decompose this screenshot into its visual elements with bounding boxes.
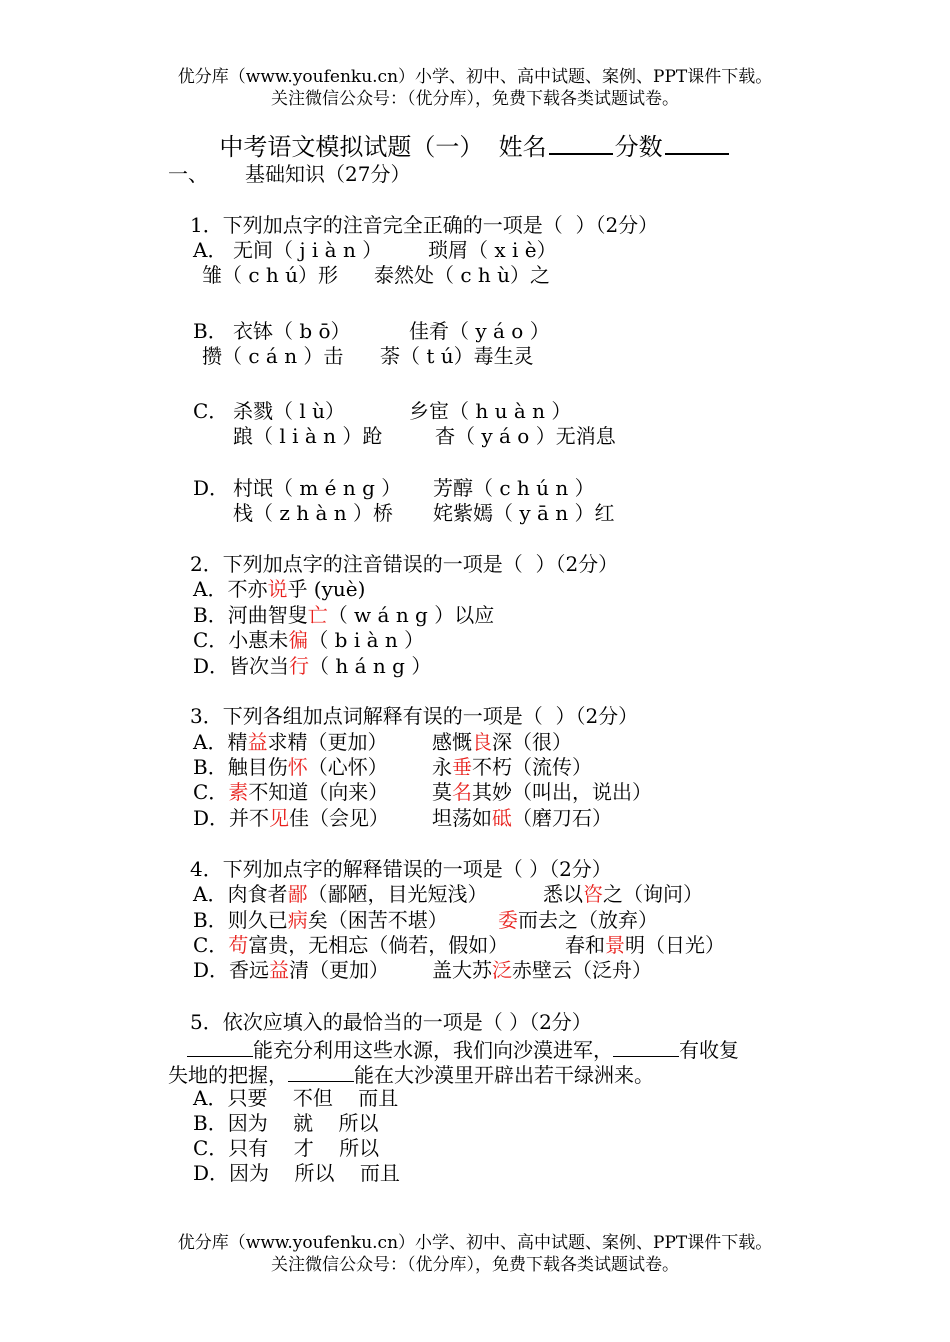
q3-option-d1: D．并不见佳（会见） [193, 806, 390, 830]
q1-d-label: D． [193, 476, 230, 500]
q5-blank-1 [187, 1036, 253, 1057]
header-line-2: 关注微信公众号：（优分库），免费下载各类试题试卷。 [271, 89, 679, 109]
q4-stem: 4．下列加点字的解释错误的一项是（ ）（2分） [190, 857, 612, 881]
q5-text-line1: 能充分利用这些水源，我们向沙漠进军， 有收复 [187, 1036, 739, 1063]
q3-option-b2: 永垂不朽（流传） [432, 755, 592, 779]
q3-option-a2: 感慨良深（很） [432, 730, 572, 754]
q3-option-c1: C．素不知道（向来） [193, 780, 389, 804]
q4-option-c2: 春和景明（日光） [565, 933, 725, 957]
q1-c-item3: 踉（ l i à n ）跄 [233, 424, 383, 448]
q5-text-line2: 失地的把握， 能在大沙漠里开辟出若干绿洲来。 [168, 1063, 654, 1087]
q3-option-b1: B．触目伤怀（心怀） [193, 755, 388, 779]
q1-d-item3: 栈（ z h à n ）桥 [233, 501, 394, 525]
header-line-1: 优分库（www.youfenku.cn）小学、初中、高中试题、案例、PPT课件下载。 [177, 67, 773, 87]
q1-b-label: B． [193, 319, 228, 343]
q5-option-a: A．只要 不但 而且 [193, 1086, 399, 1110]
name-label: 姓名 [498, 133, 547, 161]
score-blank [665, 131, 729, 155]
q4-option-b2: 委而去之（放弃） [498, 908, 658, 932]
q5-stem: 5．依次应填入的最恰当的一项是（ ）（2分） [190, 1010, 592, 1034]
q3-option-c2: 莫名其妙（叫出，说出） [432, 780, 652, 804]
name-blank [549, 131, 613, 155]
q5-option-d: D．因为 所以 而且 [193, 1161, 400, 1185]
q1-b-item3: 攒（ c á n ）击 [202, 344, 344, 368]
q5-blank-2 [613, 1036, 679, 1057]
q4-option-a1: A．肉食者鄙（鄙陋，目光短浅） [193, 882, 488, 906]
q4-option-c1: C．苟富贵，无相忘（倘若，假如） [193, 933, 509, 957]
score-label: 分数 [614, 133, 663, 161]
q1-a-item2: 琐屑（ x i è） [428, 238, 557, 262]
q1-a-label: A． [193, 238, 228, 262]
q4-option-b1: B．则久已病矣（困苦不堪） [193, 908, 448, 932]
q1-c-item4: 杳（ y á o ）无消息 [435, 424, 616, 448]
q5-option-c: C．只有 才 所以 [193, 1136, 380, 1160]
q1-d-item1: 村氓（ m é n g ） [233, 476, 402, 500]
section-number: 一、 [168, 162, 208, 186]
section-title: 基础知识（27分） [245, 162, 411, 186]
q1-c-item2: 乡宦（ h u à n ） [409, 399, 572, 423]
q3-option-a1: A．精益求精（更加） [193, 730, 388, 754]
q1-c-item1: 杀戮（ l ù） [233, 399, 345, 423]
q2-option-d: D．皆次当行（ h á n g ） [193, 654, 432, 678]
q4-option-d2: 盖大苏泛赤壁云（泛舟） [432, 958, 652, 982]
title-main: 中考语文模拟试题（一） [219, 133, 484, 161]
q5-option-b: B．因为 就 所以 [193, 1111, 379, 1135]
q1-stem: 1．下列加点字的注音完全正确的一项是（ ）（2分） [190, 213, 659, 237]
q1-a-item4: 泰然处（ c h ù）之 [374, 263, 551, 287]
q2-stem: 2．下列加点字的注音错误的一项是（ ）（2分） [190, 552, 619, 576]
q3-option-d2: 坦荡如砥（磨刀石） [432, 806, 612, 830]
q3-stem: 3．下列各组加点词解释有误的一项是（ ）（2分） [190, 704, 639, 728]
q1-d-item4: 姹紫嫣（ y ā n ）红 [433, 501, 615, 525]
q1-b-item1: 衣钵（ b ō） [233, 319, 351, 343]
q4-option-d1: D．香远益清（更加） [193, 958, 390, 982]
q1-d-item2: 芳醇（ c h ú n ） [433, 476, 595, 500]
q4-option-a2: 悉以咨之（询问） [543, 882, 703, 906]
q1-c-label: C． [193, 399, 229, 423]
q2-option-b: B．河曲智叟亡（ w á n g ）以应 [193, 603, 495, 627]
q2-option-a: A．不亦说乎 (yuè) [193, 577, 366, 601]
q1-b-item4: 荼（ t ú）毒生灵 [380, 344, 534, 368]
footer-line-1: 优分库（www.youfenku.cn）小学、初中、高中试题、案例、PPT课件下载。 [177, 1233, 773, 1253]
q2-option-c: C．小惠未徧（ b i à n ） [193, 628, 425, 652]
page-title [0, 131, 950, 163]
footer-line-2: 关注微信公众号：（优分库），免费下载各类试题试卷。 [271, 1255, 679, 1275]
q5-blank-3 [288, 1061, 354, 1082]
q1-a-item1: 无间（ j i à n ） [233, 238, 383, 262]
q1-b-item2: 佳肴（ y á o ） [409, 319, 550, 343]
q1-a-item3: 雏（ c h ú）形 [202, 263, 339, 287]
